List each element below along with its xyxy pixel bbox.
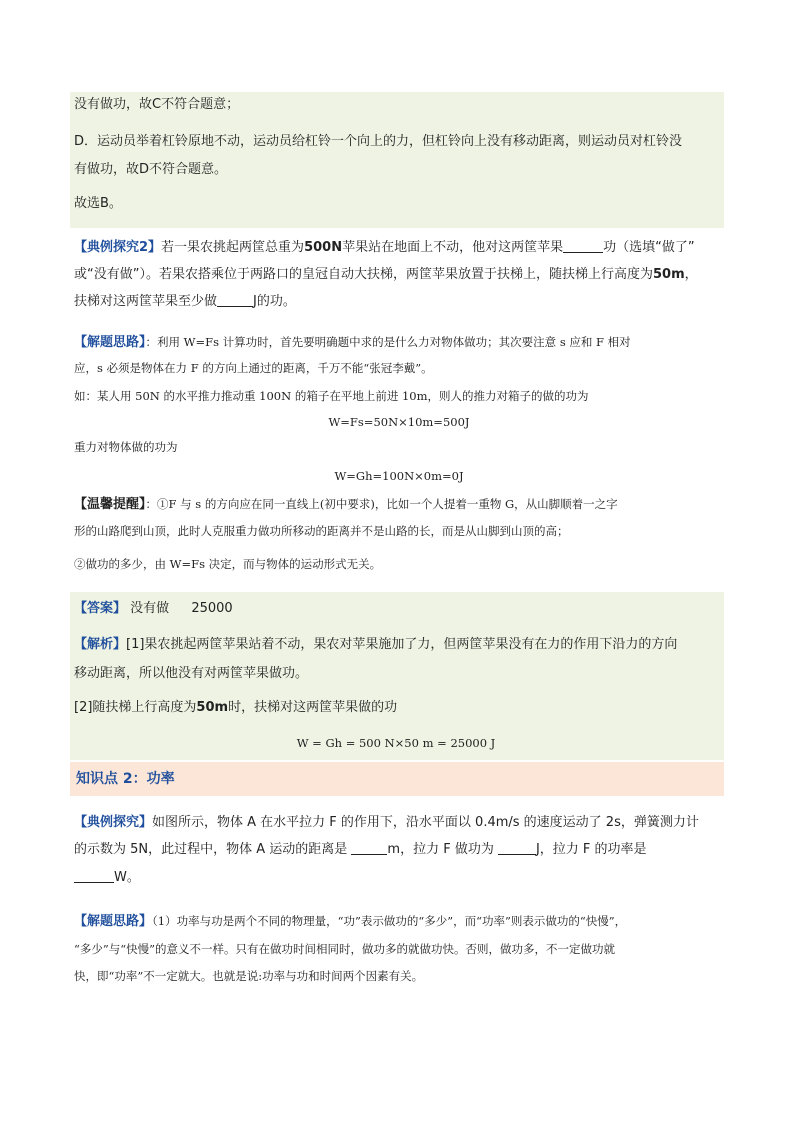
answer-blank — [217, 292, 253, 307]
text-run: [1]果农挑起两筐苹果站着不动，果农对苹果施加了力，但两筐苹果没有在力的作用下沿力的方向 — [126, 637, 678, 652]
text-run: 的示数为 5N，此过程中，物体 A 运动的距离是 — [74, 842, 352, 857]
text-line: 快，即“功率”不一定就大。也就是说:功率与功和时间两个因素有关。 — [74, 969, 424, 983]
previous-analysis-box — [70, 92, 724, 228]
text-run: 50m — [196, 700, 229, 715]
text-line — [74, 836, 724, 864]
text-line: 如：某人用 50N 的水平推力推动重 100N 的箱子在平地上前进 10m，则人的推力对箱子的做的功为 — [74, 389, 589, 403]
analysis-tag: 【解析】 — [74, 637, 127, 652]
text-run: 500N — [304, 240, 343, 255]
text-line: ②做功的多少，由 W=Fs 决定，而与物体的运动形式无关。 — [74, 557, 382, 571]
text-run: 扶梯对这两筐苹果至少做 — [74, 294, 218, 309]
text-line — [74, 234, 724, 262]
document-page — [70, 92, 724, 989]
text-run: J的功。 — [253, 294, 296, 309]
answer-blank — [563, 238, 603, 253]
text-run: 50m — [652, 267, 685, 282]
text-line — [74, 626, 718, 664]
answer-value: 25000 — [191, 601, 233, 616]
text-line — [74, 684, 718, 732]
answer-value: 没有做 — [130, 601, 170, 616]
text-line — [74, 864, 724, 892]
text-run: 苹果站在地面上不动，他对这两筐苹果 — [342, 240, 564, 255]
example-tag: 【典例探究2】 — [74, 240, 162, 255]
answer-tag: 【答案】 — [74, 601, 127, 616]
text-line: 移动距离，所以他没有对两筐苹果做功。 — [74, 666, 309, 681]
answer-blank — [498, 840, 536, 855]
text-run: ， — [684, 267, 698, 282]
solution-idea-2 — [70, 908, 724, 989]
text-line — [74, 288, 724, 316]
text-run: m，拉力 F 做功为 — [387, 842, 498, 857]
text-line — [74, 908, 724, 935]
text-run: W。 — [114, 870, 140, 885]
text-run: 若一果农挑起两筐总重为 — [161, 240, 305, 255]
example-tag: 【典例探究】 — [74, 815, 153, 830]
warm-tip — [70, 491, 724, 584]
text-line — [74, 491, 724, 518]
text-run: [2]随扶梯上行高度为 — [74, 700, 197, 715]
text-line: 重力对物体做的功为 — [74, 440, 178, 454]
text-line: 形的山路爬到山顶，此时人克服重力做功所移动的距离并不是山路的长，而是从山脚到山顶的高； — [74, 524, 569, 538]
text-run: 时，扶梯对这两筐苹果做的功 — [228, 700, 398, 715]
answer-blank — [351, 840, 387, 855]
formula: W = Gh = 500 N×50 m = 25000 J — [296, 736, 496, 750]
idea-tag: 【解题思路】 — [74, 335, 146, 350]
idea-tag: 【解题思路】 — [74, 914, 153, 929]
example-2 — [70, 234, 724, 316]
text-run: 功（选填“做了” — [603, 240, 695, 255]
text-line — [74, 810, 724, 836]
answer-box — [70, 592, 724, 760]
answer-line — [74, 592, 718, 626]
text-run: ：①F 与 s 的方向应在同一直线上(初中要求)，比如一个人提着一重物 G，从山脚顺着一之字 — [145, 497, 618, 511]
text-line — [74, 262, 724, 288]
solution-idea-1 — [70, 330, 724, 491]
text-run: 或“没有做”）。若果农搭乘位于两路口的皇冠自动大扶梯，两筐苹果放置于扶梯上，随扶梯上行高度为 — [74, 267, 653, 282]
text-line: 没有做功，故C不符合题意； — [74, 97, 240, 112]
section-title: 知识点 2：功率 — [70, 762, 724, 796]
text-line: D．运动员举着杠铃原地不动，运动员给杠铃一个向上的力，但杠铃向上没有移动距离，则运动员对杠铃没 — [74, 134, 683, 149]
text-line: 有做功，故D不符合题意。 — [74, 162, 228, 177]
text-line — [74, 330, 724, 355]
text-run: J，拉力 F 的功率是 — [535, 842, 647, 857]
tip-tag: 【温馨提醒】 — [74, 497, 146, 512]
answer-blank — [74, 868, 114, 883]
text-line: 故选B。 — [74, 196, 122, 211]
example-3 — [70, 810, 724, 892]
text-run: ：利用 W=Fs 计算功时，首先要明确题中求的是什么力对物体做功；其次要注意 s 应和 F 相对 — [145, 335, 631, 349]
formula: W=Fs=50N×10m=500J — [328, 415, 470, 429]
formula: W=Gh=100N×0m=0J — [334, 469, 464, 483]
text-run: 如图所示，物体 A 在水平拉力 F 的作用下，沿水平面以 0.4m/s 的速度运动了 2s，弹簧测力计 — [152, 815, 699, 830]
text-run: （1）功率与功是两个不同的物理量，“功”表示做功的“多少”，而“功率”则表示做功的“快慢”， — [152, 914, 627, 928]
text-line: “多少”与“快慢”的意义不一样。只有在做功时间相同时，做功多的就做功快。否则，做功多，不一定做功就 — [74, 942, 616, 956]
text-line: 应，s 必须是物体在力 F 的方向上通过的距离，千万不能“张冠李戴”。 — [74, 361, 433, 375]
